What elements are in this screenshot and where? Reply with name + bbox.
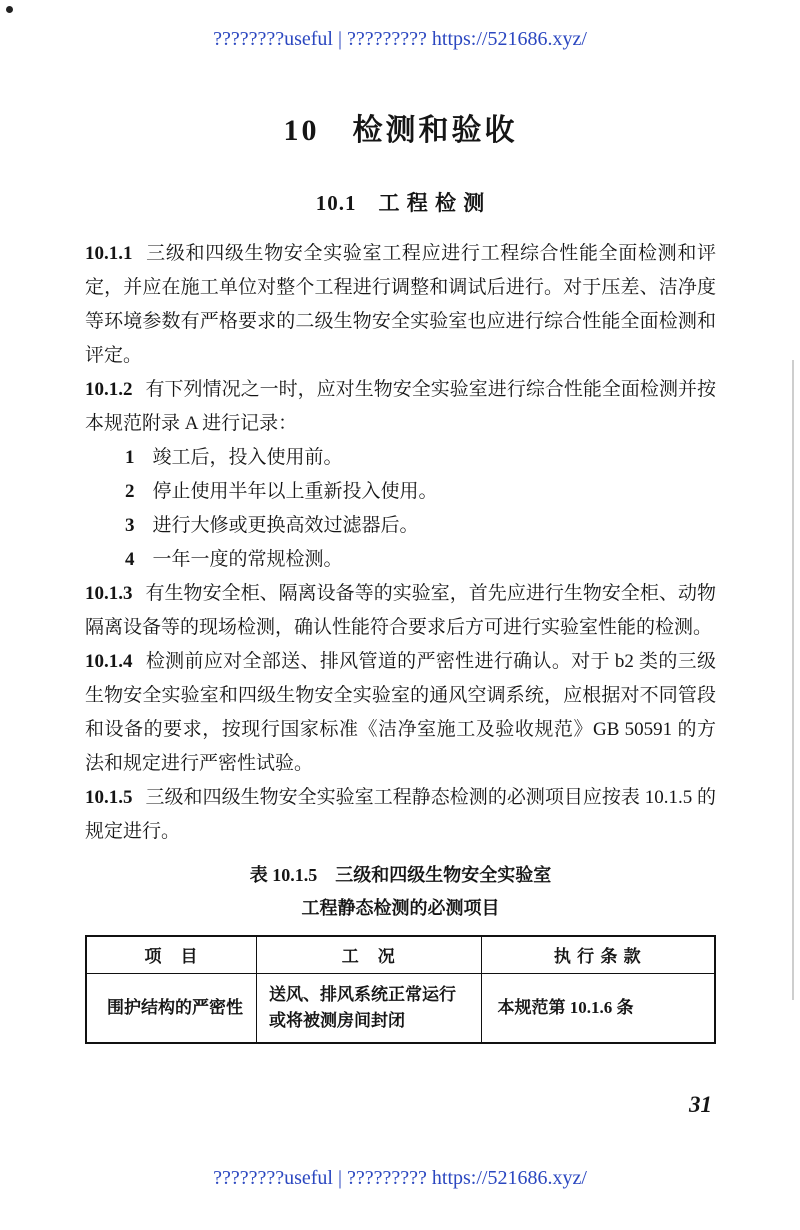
clause-10-1-1 — [85, 237, 716, 373]
list-item-number: 4 — [125, 549, 135, 570]
list-item-4 — [85, 543, 716, 577]
watermark-top-link[interactable]: ????????useful | ????????? https://521686.xyz/ — [213, 28, 587, 50]
clause-text: 有生物安全柜、隔离设备等的实验室，首先应进行生物安全柜、动物隔离设备等的现场检测，确认性能符合要求后方可进行实验室性能的检测。 — [85, 583, 716, 638]
clause-number: 10.1.1 — [85, 243, 133, 264]
list-item-3 — [85, 509, 716, 543]
page-content — [0, 111, 800, 1044]
clause-text: 三级和四级生物安全实验室工程静态检测的必测项目应按表 10.1.5 的规定进行。 — [85, 787, 716, 842]
table-cell-item: 围护结构的严密性 — [86, 973, 256, 1043]
clause-10-1-3 — [85, 577, 716, 645]
clause-text: 有下列情况之一时，应对生物安全实验室进行综合性能全面检测并按本规范附录 A 进行记录： — [85, 379, 716, 434]
table-row — [86, 973, 715, 1043]
list-item-2 — [85, 475, 716, 509]
table-header-condition: 工 况 — [256, 936, 481, 973]
list-item-text: 一年一度的常规检测。 — [152, 549, 343, 570]
clause-number: 10.1.5 — [85, 787, 133, 808]
chapter-title: 10 检测和验收 — [283, 114, 518, 147]
list-item-number: 2 — [125, 481, 135, 502]
clause-text: 检测前应对全部送、排风管道的严密性进行确认。对于 b2 类的三级生物安全实验室和四级生物安全实验室的通风空调系统，应根据对不同管段和设备的要求，按现行国家标准《洁净室施工及验收规范》GB 50591 的方法和规定进行严密性试验。 — [85, 651, 716, 774]
table-header-clause: 执 行 条 款 — [481, 936, 715, 973]
list-item-text: 进行大修或更换高效过滤器后。 — [152, 515, 419, 536]
page-number: 31 — [689, 1092, 712, 1117]
scan-artifact-edge — [792, 360, 794, 1000]
list-item-number: 3 — [125, 515, 135, 536]
clause-10-1-2 — [85, 373, 716, 441]
clause-number: 10.1.3 — [85, 583, 133, 604]
list-item-1 — [85, 441, 716, 475]
scan-artifact-dot — [6, 6, 13, 13]
clause-text: 三级和四级生物安全实验室工程应进行工程综合性能全面检测和评定，并应在施工单位对整个工程进行调整和调试后进行。对于压差、洁净度等环境参数有严格要求的二级生物安全实验室也应进行综合性能全面检测和评定。 — [85, 243, 716, 366]
table-10-1-5 — [85, 935, 716, 1044]
table-caption-line1: 表 10.1.5 三级和四级生物安全实验室 — [249, 865, 552, 885]
clause-10-1-5 — [85, 781, 716, 849]
table-cell-clause: 本规范第 10.1.6 条 — [481, 973, 715, 1043]
watermark-bottom-link[interactable]: ????????useful | ????????? https://521686.xyz/ — [213, 1167, 587, 1189]
table-caption — [85, 859, 716, 925]
list-item-text: 停止使用半年以上重新投入使用。 — [152, 481, 438, 502]
section-heading: 10.1 工 程 检 测 — [315, 191, 486, 215]
list-item-text: 竣工后，投入使用前。 — [152, 447, 343, 468]
table-cell-condition: 送风、排风系统正常运行或将被测房间封闭 — [256, 973, 481, 1043]
list-item-number: 1 — [125, 447, 135, 468]
clause-number: 10.1.4 — [85, 651, 133, 672]
body-text — [85, 237, 716, 849]
table-caption-line2: 工程静态检测的必测项目 — [301, 898, 500, 918]
table-header-row — [86, 936, 715, 973]
table-header-item: 项 目 — [86, 936, 256, 973]
clause-10-1-4 — [85, 645, 716, 781]
clause-number: 10.1.2 — [85, 379, 133, 400]
